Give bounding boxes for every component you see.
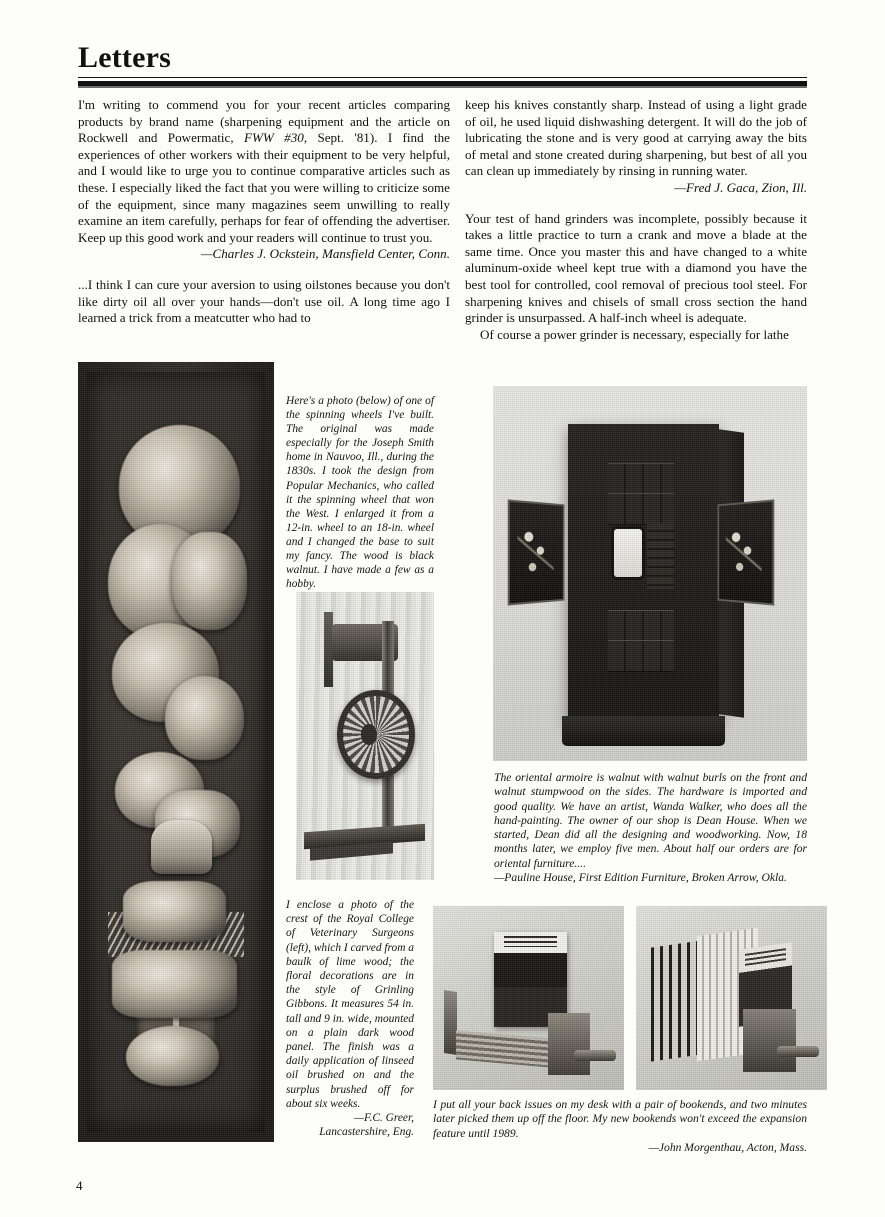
- masthead: [78, 42, 807, 86]
- carving-panel: [87, 372, 265, 1132]
- photo-spinning-wheel: [296, 592, 434, 880]
- armoire-right-door: [717, 500, 774, 606]
- carving-relief: [165, 676, 243, 760]
- caption-armoire-credit: —Pauline House, First Edition Furniture, Broken Arrow, Okla.: [494, 871, 787, 885]
- armoire-lower-row: [608, 610, 674, 642]
- caption-carved-crest: [286, 898, 414, 1139]
- page-number: 4: [76, 1178, 83, 1193]
- letter-gaca-signature: —Fred J. Gaca, Zion, Ill.: [674, 179, 807, 195]
- caption-bookends: [433, 1098, 807, 1155]
- magazine-masthead-text: [746, 948, 787, 966]
- bookrack-right-end: [548, 1013, 590, 1076]
- magazine-masthead-text: [504, 936, 556, 947]
- photo-bookends-with-magazines: [636, 906, 827, 1090]
- caption-bookends-text: I put all your back issues on my desk with a pair of bookends, and two minutes later picked them up off the floor. My new bookends won't exceed the expansion feature until 1989.: [433, 1098, 807, 1140]
- armoire-carcass: [568, 424, 719, 724]
- armoire-hand-painted-floral: [726, 517, 762, 587]
- letter-grinders: Your test of hand grinders was incomplete, possibly because it takes a little practice to turn a crank and move a blade at the same time. Once you master this and have changed to a white aluminum-oxide wheel kept true with a diamond you have the best tool for controlled, cool removal of precious tool steel. For sharpening knives and chisels of small cross section the hand grinder is unsurpassed. A half-inch wheel is adequate.: [465, 210, 807, 326]
- armoire-upper-row: [608, 493, 674, 525]
- photo-carved-crest-royal-college: [78, 362, 274, 1142]
- caption-bookends-credit: —John Morgenthau, Acton, Mass.: [648, 1140, 807, 1154]
- letter-gaca: [465, 97, 807, 197]
- carving-relief: [123, 881, 226, 942]
- letter-ockstein-text-a: I'm writing to commend you for your recent articles comparing products by brand name (sharpening equipment and the article on Rockwell and Powermatic,: [78, 97, 450, 146]
- letter-ockstein-text-b: , Sept. '81). I find the experiences of other workers with their equipment to be very helpful, and I would like to urge you to continue comparative articles such as these. I especially liked the fact that you were willing to criticize some of the equipment, since many magazines seem unwilling to really examine an item carefully, perhaps for fear of offending the advertiser. Keep up this good work and your readers will continue to trust you.: [78, 130, 450, 245]
- carving-horse-figure: [151, 820, 212, 873]
- caption-armoire: [494, 771, 807, 885]
- carving-relief: [172, 532, 247, 631]
- letter-oilstones: ...I think I can cure your aversion to using oilstones because you don't like dirty oil all over your hands—don't use oil. A long time ago I learned a trick from a meatcutter who had to: [78, 276, 450, 326]
- letter-gaca-text: keep his knives constantly sharp. Instead of using a light grade of oil, he used liquid dishwashing detergent. It will do the job of lubricating the stone and is very good at carrying away the bits of metal and stone created during sharpening, but best of all you can clean up immediately by rinsing in running water.: [465, 97, 807, 179]
- armoire-plinth-base: [562, 716, 725, 746]
- spinning-wheel-hub: [361, 724, 378, 744]
- photo-oriental-armoire: [493, 386, 807, 761]
- armoire-lower-row: [608, 640, 674, 672]
- bookends-right-end: [743, 1009, 796, 1072]
- letter-grinders-continued: Of course a power grinder is necessary, especially for lathe: [480, 326, 789, 342]
- page-title: Letters: [78, 42, 807, 78]
- armoire-drawer-bank: [647, 523, 674, 589]
- letter-ockstein-magazine-ref: FWW #30: [244, 130, 304, 146]
- caption-crest-text: I enclose a photo of the crest of the Royal College of Veterinary Surgeons (left), which I carved from a baulk of lime wood; the floral decorations are in the style of Grinling Gibbons. It measures 54 in. tall and 9 in. wide, mounted on a plain dark wood panel. The finish was a daily application of linseed oil brushed on and the surplus brushed off for about six weeks.: [286, 899, 415, 1110]
- body-column-right: [465, 97, 807, 343]
- armoire-television-opening: [611, 526, 646, 580]
- caption-crest-credit-line2: Lancastershire, Eng.: [319, 1126, 414, 1139]
- caption-spinning-wheel: [286, 394, 434, 620]
- masthead-rule: [78, 81, 807, 86]
- photo-book-rack-with-magazine: [433, 906, 624, 1090]
- caption-spinning-wheel-text: Here's a photo (below) of one of the spinning wheels I've built. The original was made especially for the Joseph Smith home in Nauvoo, Ill., during the 1830s. I took the design from Popular Mechanics, who called it the spinning wheel that won the West. I enlarged it from a 12-in. wheel to an 18-in. wheel and I changed the base to suit my fancy. The wood is black walnut. I have made a few as a hobby.: [286, 395, 434, 591]
- armoire-upper-row: [608, 463, 674, 495]
- armoire-hand-painted-floral: [517, 517, 553, 587]
- carving-relief: [126, 1026, 219, 1087]
- bookrack-vise-handle: [574, 1050, 616, 1061]
- caption-armoire-text: The oriental armoire is walnut with walnut burls on the front and walnut stumpwood on the sides. The hardware is imported and good quality. We have an artist, Wanda Walker, who does all the hand-painting. The owner of our shop is Dean House. When we started, Dean did all the designing and woodworking. Now, 18 months later, we employ five men. About half our orders are for oriental furniture....: [494, 771, 807, 870]
- body-column-left: [78, 97, 450, 327]
- bookends-vise-handle: [777, 1046, 819, 1057]
- caption-crest-credit-line1: —F.C. Greer,: [353, 1112, 414, 1125]
- armoire-left-door: [507, 500, 564, 606]
- letter-ockstein-signature: —Charles J. Ockstein, Mansfield Center, Conn.: [200, 246, 450, 262]
- carving-relief: [112, 950, 237, 1018]
- letter-ockstein: [78, 97, 450, 263]
